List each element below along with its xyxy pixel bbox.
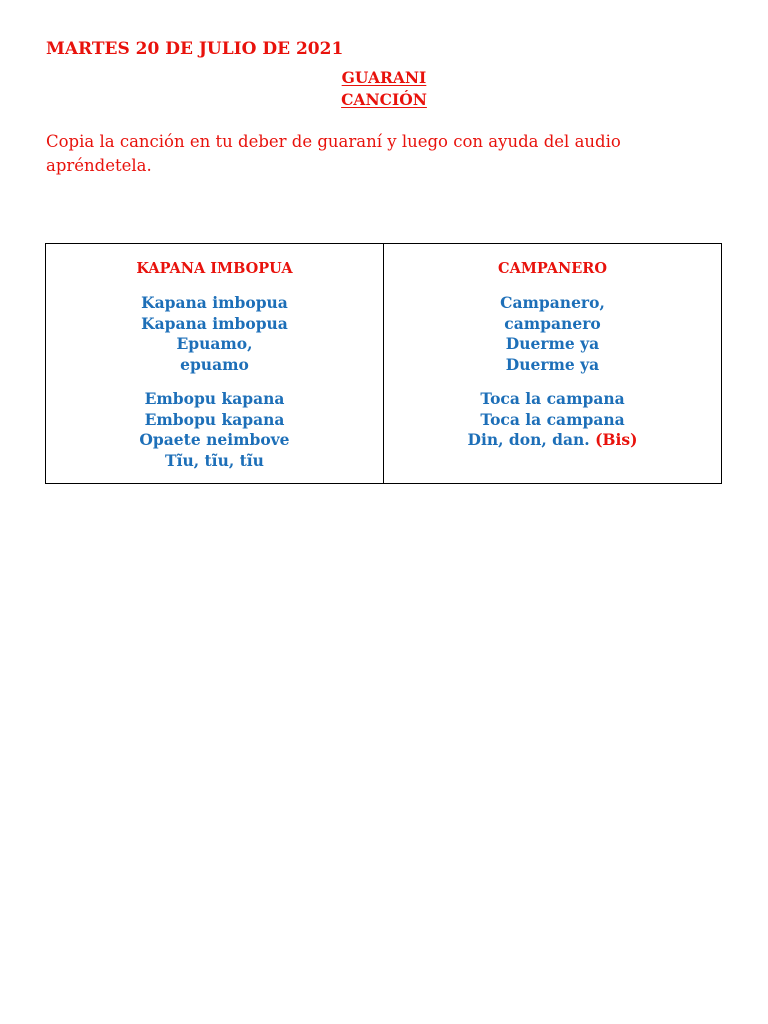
song-title: KAPANA IMBOPUA <box>136 260 293 277</box>
verse-line: Duerme ya <box>505 334 600 353</box>
song-table <box>45 243 722 484</box>
subject-title: GUARANI <box>341 68 427 87</box>
activity-title: CANCIÓN <box>341 90 427 109</box>
verse-line: Embopu kapana <box>144 409 285 429</box>
song-column-guarani <box>46 244 383 483</box>
stanza <box>384 389 721 451</box>
stanza <box>384 293 721 375</box>
verse-line: Opaete neimbove <box>139 430 290 449</box>
verse-line: Campanero, <box>500 293 605 312</box>
verse-line: Epuamo, <box>176 334 253 353</box>
instruction-text: Copia la canción en tu deber de guaraní y luego con ayuda del audio apréndetela. <box>46 132 621 175</box>
song-title: CAMPANERO <box>498 260 607 277</box>
verse-line: epuamo <box>180 354 249 374</box>
verse-line: campanero <box>504 313 601 333</box>
verse-line: Toca la campana <box>480 409 625 429</box>
verse-line-final <box>384 430 721 451</box>
date-heading: MARTES 20 DE JULIO DE 2021 <box>46 39 344 59</box>
verse-line: Kapana imbopua <box>141 313 288 333</box>
title-block <box>0 67 768 111</box>
verse-line: Toca la campana <box>480 389 625 408</box>
verse-line: Duerme ya <box>505 354 600 374</box>
verse-line: Tĩu, tĩu, tĩu <box>165 450 264 470</box>
verse-line: Kapana imbopua <box>141 293 288 312</box>
stanza <box>46 293 383 375</box>
stanza <box>46 389 383 471</box>
repeat-marker: (Bis) <box>595 430 638 449</box>
verse-line: Embopu kapana <box>144 389 285 408</box>
verse-line-text: Din, don, dan. <box>467 430 590 449</box>
song-column-spanish <box>383 244 721 483</box>
